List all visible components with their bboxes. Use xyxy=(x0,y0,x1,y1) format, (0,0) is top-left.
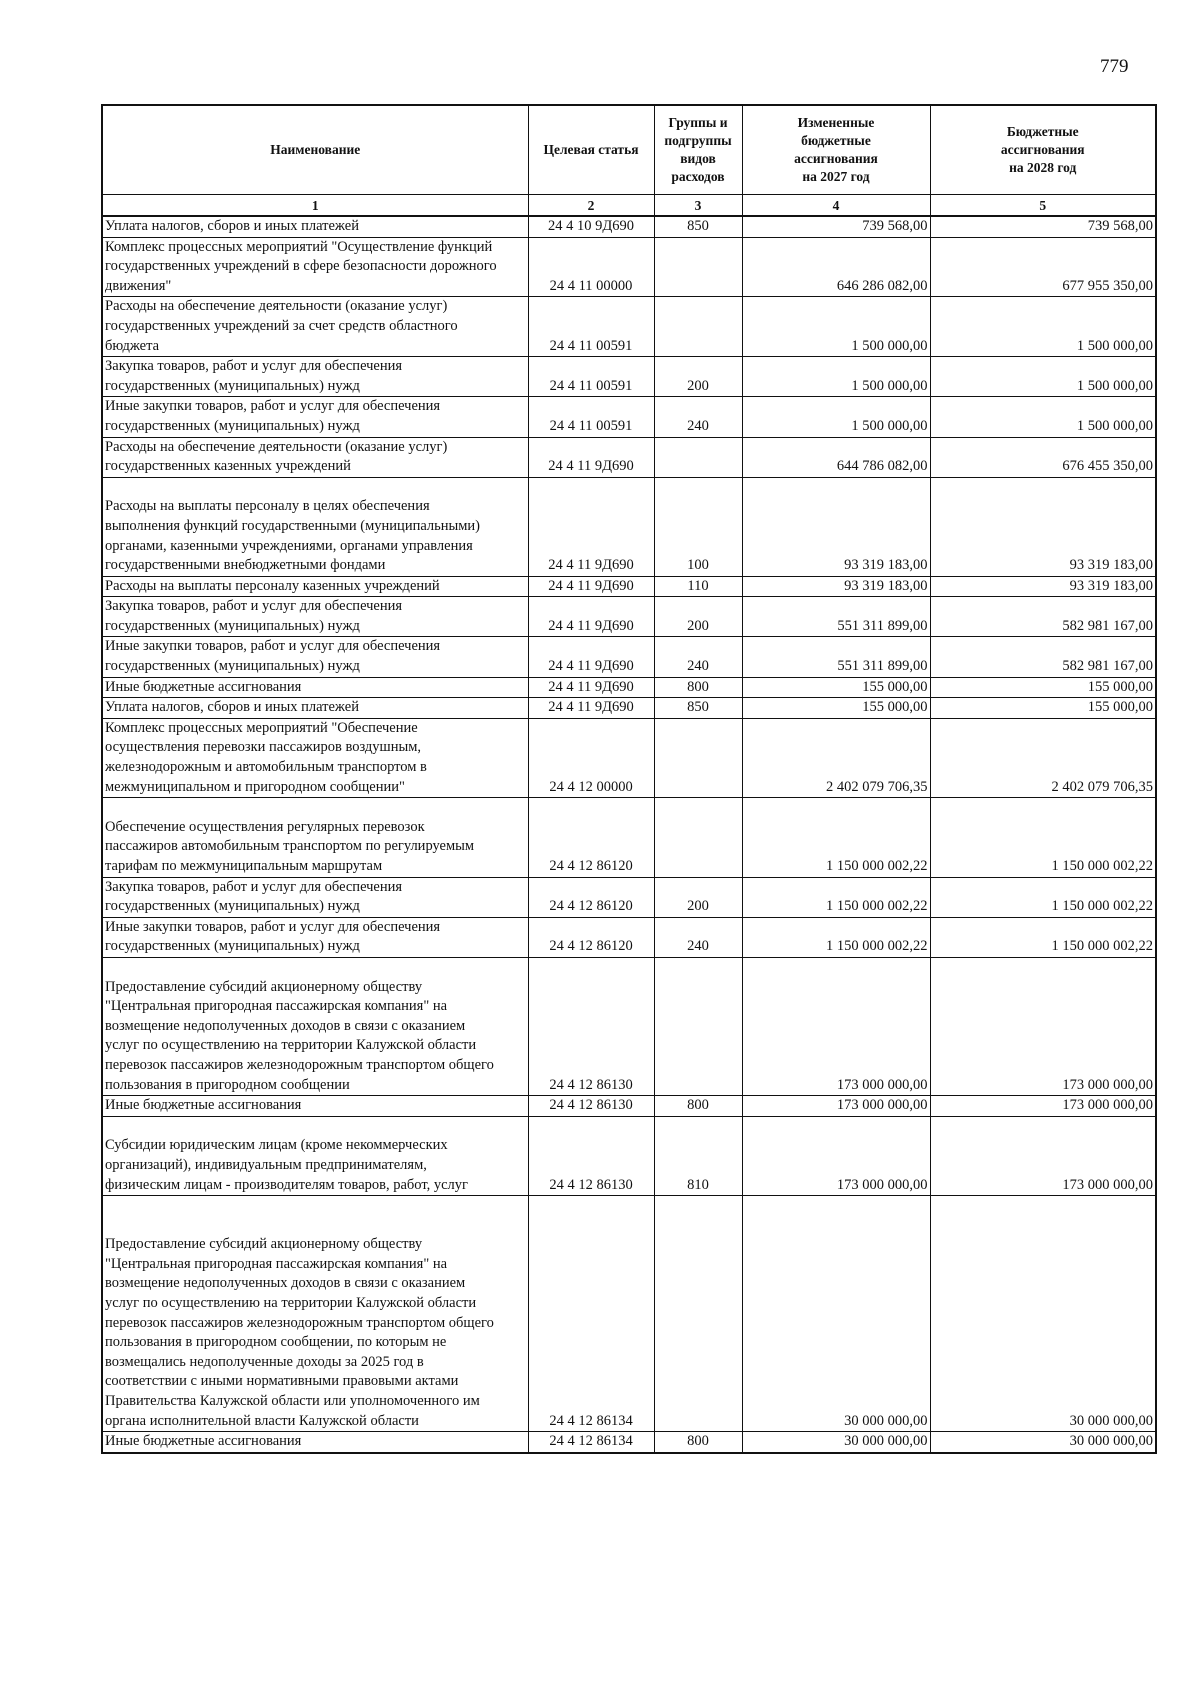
table-row xyxy=(102,1096,1156,1117)
row-amount-2027: 1 500 000,00 xyxy=(742,297,930,357)
header-allocations-2027: Измененные бюджетные ассигнования на 2027 год xyxy=(742,105,930,195)
row-name xyxy=(102,957,528,1095)
row-name xyxy=(102,437,528,477)
row-expense-group: 110 xyxy=(654,576,742,597)
row-name-line xyxy=(105,1216,526,1236)
row-amount-2028: 676 455 350,00 xyxy=(930,437,1156,477)
row-name xyxy=(102,1196,528,1432)
row-expense-group xyxy=(654,437,742,477)
row-target-article: 24 4 11 00591 xyxy=(528,397,654,437)
row-name xyxy=(102,237,528,297)
row-name xyxy=(102,877,528,917)
row-expense-group xyxy=(654,1196,742,1432)
row-amount-2028: 1 500 000,00 xyxy=(930,397,1156,437)
row-expense-group: 850 xyxy=(654,216,742,237)
table-row xyxy=(102,477,1156,576)
row-name-line: Расходы на выплаты персоналу в целях обеспечения xyxy=(105,498,430,515)
row-name-line: пользования в пригородном сообщении, по которым не xyxy=(105,1334,447,1351)
table-body xyxy=(102,216,1156,1453)
row-amount-2028: 677 955 350,00 xyxy=(930,237,1156,297)
row-amount-2028: 582 981 167,00 xyxy=(930,637,1156,677)
table-row xyxy=(102,576,1156,597)
row-amount-2028: 1 500 000,00 xyxy=(930,297,1156,357)
row-name-line: бюджета xyxy=(105,337,160,354)
row-expense-group: 850 xyxy=(654,698,742,719)
row-name-line: возмещение недополученных доходов в связи с оказанием xyxy=(105,1275,466,1292)
row-expense-group xyxy=(654,957,742,1095)
row-amount-2027: 644 786 082,00 xyxy=(742,437,930,477)
table-row xyxy=(102,437,1156,477)
row-amount-2028: 2 402 079 706,35 xyxy=(930,718,1156,797)
row-expense-group: 810 xyxy=(654,1116,742,1195)
row-target-article: 24 4 11 9Д690 xyxy=(528,597,654,637)
row-amount-2028: 155 000,00 xyxy=(930,698,1156,719)
row-amount-2027: 1 500 000,00 xyxy=(742,357,930,397)
row-amount-2028: 155 000,00 xyxy=(930,677,1156,698)
row-name-line: органами, казенными учреждениями, органами управления xyxy=(105,537,473,554)
row-amount-2027: 30 000 000,00 xyxy=(742,1196,930,1432)
row-name-line: государственных (муниципальных) нужд xyxy=(105,898,360,915)
row-name-line xyxy=(105,1196,526,1216)
row-amount-2027: 30 000 000,00 xyxy=(742,1432,930,1453)
table-row xyxy=(102,597,1156,637)
row-amount-2027: 155 000,00 xyxy=(742,677,930,698)
row-name-line: Правительства Калужской области или уполномоченного им xyxy=(105,1393,480,1410)
row-name-line: Закупка товаров, работ и услуг для обеспечения xyxy=(105,598,403,615)
row-name-line: пассажиров автомобильным транспортом по регулируемым xyxy=(105,838,475,855)
row-name-line: Предоставление субсидий акционерному обществу xyxy=(105,1236,423,1253)
table-row xyxy=(102,357,1156,397)
row-name-line: пользования в пригородном сообщении xyxy=(105,1076,350,1093)
row-target-article: 24 4 11 9Д690 xyxy=(528,477,654,576)
header-name: Наименование xyxy=(102,105,528,195)
row-name xyxy=(102,397,528,437)
column-number: 1 xyxy=(102,195,528,217)
budget-table xyxy=(101,104,1157,1454)
page-number: 779 xyxy=(1100,56,1129,77)
column-number: 5 xyxy=(930,195,1156,217)
row-expense-group: 800 xyxy=(654,1432,742,1453)
table-row xyxy=(102,917,1156,957)
row-expense-group: 100 xyxy=(654,477,742,576)
row-name xyxy=(102,597,528,637)
table-row xyxy=(102,237,1156,297)
row-name-line: тарифам по межмуниципальным маршрутам xyxy=(105,858,383,874)
row-target-article: 24 4 12 86120 xyxy=(528,798,654,877)
row-name-line: государственных (муниципальных) нужд xyxy=(105,938,360,955)
row-amount-2027: 2 402 079 706,35 xyxy=(742,718,930,797)
row-amount-2028: 93 319 183,00 xyxy=(930,576,1156,597)
row-amount-2027: 1 500 000,00 xyxy=(742,397,930,437)
row-target-article: 24 4 12 86130 xyxy=(528,957,654,1095)
row-amount-2027: 1 150 000 002,22 xyxy=(742,798,930,877)
row-target-article: 24 4 11 9Д690 xyxy=(528,698,654,719)
row-name xyxy=(102,637,528,677)
table-row xyxy=(102,718,1156,797)
row-expense-group: 200 xyxy=(654,877,742,917)
row-target-article: 24 4 12 86120 xyxy=(528,917,654,957)
row-name-line: организаций), индивидуальным предпринимателям, xyxy=(105,1156,427,1173)
header-target-article: Целевая статья xyxy=(528,105,654,195)
table-header-row xyxy=(102,105,1156,195)
row-amount-2027: 551 311 899,00 xyxy=(742,597,930,637)
column-number: 3 xyxy=(654,195,742,217)
row-target-article: 24 4 12 86130 xyxy=(528,1116,654,1195)
row-target-article: 24 4 12 86134 xyxy=(528,1432,654,1453)
row-name-line: Расходы на обеспечение деятельности (оказание услуг) xyxy=(105,298,448,315)
row-amount-2028: 1 150 000 002,22 xyxy=(930,877,1156,917)
row-amount-2027: 173 000 000,00 xyxy=(742,1096,930,1117)
row-name-line: государственных (муниципальных) нужд xyxy=(105,377,360,394)
row-amount-2027: 646 286 082,00 xyxy=(742,237,930,297)
row-name-line: физическим лицам - производителям товаров, работ, услуг xyxy=(105,1176,468,1193)
row-amount-2027: 173 000 000,00 xyxy=(742,1116,930,1195)
row-name-line: "Центральная пригородная пассажирская компания" на xyxy=(105,1255,448,1272)
row-name-line: Иные бюджетные ассигнования xyxy=(105,1433,302,1450)
row-name-line xyxy=(105,1117,526,1137)
row-expense-group: 240 xyxy=(654,637,742,677)
row-name-line: Иные закупки товаров, работ и услуг для обеспечения xyxy=(105,398,441,415)
row-amount-2028: 582 981 167,00 xyxy=(930,597,1156,637)
row-name-line: государственных учреждений за счет средств областного xyxy=(105,317,458,334)
row-name-line: Субсидии юридическим лицам (кроме некоммерческих xyxy=(105,1137,448,1154)
row-amount-2028: 30 000 000,00 xyxy=(930,1432,1156,1453)
row-name-line: Уплата налогов, сборов и иных платежей xyxy=(105,699,359,716)
row-target-article: 24 4 12 86130 xyxy=(528,1096,654,1117)
table-row xyxy=(102,297,1156,357)
header-allocations-2028: Бюджетные ассигнования на 2028 год xyxy=(930,105,1156,195)
table-row xyxy=(102,1432,1156,1453)
column-number: 4 xyxy=(742,195,930,217)
row-name-line: Иные закупки товаров, работ и услуг для обеспечения xyxy=(105,918,441,935)
row-name-line: Закупка товаров, работ и услуг для обеспечения xyxy=(105,878,403,895)
row-name-line: Обеспечение осуществления регулярных перевозок xyxy=(105,818,425,835)
row-target-article: 24 4 11 9Д690 xyxy=(528,437,654,477)
row-name-line: движения" xyxy=(105,277,172,294)
row-amount-2028: 173 000 000,00 xyxy=(930,1116,1156,1195)
row-name xyxy=(102,917,528,957)
row-expense-group: 800 xyxy=(654,677,742,698)
row-name-line: Уплата налогов, сборов и иных платежей xyxy=(105,218,359,234)
row-amount-2027: 551 311 899,00 xyxy=(742,637,930,677)
row-amount-2027: 93 319 183,00 xyxy=(742,576,930,597)
row-name-line xyxy=(105,798,526,818)
table-row xyxy=(102,1196,1156,1432)
row-name-line: Расходы на выплаты персоналу казенных учреждений xyxy=(105,577,440,594)
table-row xyxy=(102,637,1156,677)
row-name-line: государственных (муниципальных) нужд xyxy=(105,658,360,675)
row-target-article: 24 4 11 00000 xyxy=(528,237,654,297)
row-target-article: 24 4 11 9Д690 xyxy=(528,576,654,597)
row-expense-group xyxy=(654,798,742,877)
table-row xyxy=(102,677,1156,698)
row-amount-2027: 173 000 000,00 xyxy=(742,957,930,1095)
row-target-article: 24 4 12 86134 xyxy=(528,1196,654,1432)
row-name-line: межмуниципальном и пригородном сообщении" xyxy=(105,778,405,795)
row-name-line: Иные бюджетные ассигнования xyxy=(105,678,302,695)
row-expense-group: 200 xyxy=(654,357,742,397)
row-name-line: осуществления перевозки пассажиров воздушным, xyxy=(105,739,422,756)
row-name-line: соответствии с иными нормативными правовыми актами xyxy=(105,1373,459,1390)
row-name-line: органа исполнительной власти Калужской области xyxy=(105,1412,419,1429)
row-expense-group: 240 xyxy=(654,917,742,957)
row-target-article: 24 4 12 00000 xyxy=(528,718,654,797)
row-name-line: Предоставление субсидий акционерному обществу xyxy=(105,978,423,995)
row-name-line: государственных (муниципальных) нужд xyxy=(105,417,360,434)
row-name-line: Комплекс процессных мероприятий "Осуществление функций xyxy=(105,238,493,255)
row-name xyxy=(102,477,528,576)
table-row xyxy=(102,397,1156,437)
row-name xyxy=(102,698,528,719)
row-name-line: государственных казенных учреждений xyxy=(105,458,351,475)
column-number: 2 xyxy=(528,195,654,217)
row-expense-group: 200 xyxy=(654,597,742,637)
column-number-row xyxy=(102,195,1156,217)
row-expense-group: 240 xyxy=(654,397,742,437)
row-expense-group: 800 xyxy=(654,1096,742,1117)
row-name-line: перевозок пассажиров железнодорожным транспортом общего xyxy=(105,1314,494,1331)
row-name-line: Комплекс процессных мероприятий "Обеспечение xyxy=(105,719,418,736)
row-name-line: Иные закупки товаров, работ и услуг для обеспечения xyxy=(105,638,441,655)
row-name-line: Иные бюджетные ассигнования xyxy=(105,1097,302,1114)
row-name xyxy=(102,1096,528,1117)
row-name-line: государственных (муниципальных) нужд xyxy=(105,617,360,634)
row-amount-2027: 1 150 000 002,22 xyxy=(742,877,930,917)
row-name-line: выполнения функций государственными (муниципальными) xyxy=(105,517,481,534)
row-name-line: возмещение недополученных доходов в связи с оказанием xyxy=(105,1017,466,1034)
row-name-line: услуг по осуществлению на территории Калужской области xyxy=(105,1037,477,1054)
row-name xyxy=(102,677,528,698)
table-row xyxy=(102,216,1156,237)
row-amount-2027: 93 319 183,00 xyxy=(742,477,930,576)
row-target-article: 24 4 11 9Д690 xyxy=(528,677,654,698)
row-target-article: 24 4 11 00591 xyxy=(528,297,654,357)
row-expense-group xyxy=(654,718,742,797)
row-name-line: государственных учреждений в сфере безопасности дорожного xyxy=(105,258,497,275)
row-amount-2028: 739 568,00 xyxy=(930,216,1156,237)
row-target-article: 24 4 11 9Д690 xyxy=(528,637,654,677)
row-name xyxy=(102,357,528,397)
row-name xyxy=(102,718,528,797)
row-amount-2028: 173 000 000,00 xyxy=(930,1096,1156,1117)
row-name-line: "Центральная пригородная пассажирская компания" на xyxy=(105,998,448,1015)
row-amount-2028: 1 150 000 002,22 xyxy=(930,917,1156,957)
table-row xyxy=(102,1116,1156,1195)
row-target-article: 24 4 10 9Д690 xyxy=(528,216,654,237)
row-name-line: Расходы на обеспечение деятельности (оказание услуг) xyxy=(105,438,448,455)
row-amount-2028: 93 319 183,00 xyxy=(930,477,1156,576)
row-name-line: перевозок пассажиров железнодорожным транспортом общего xyxy=(105,1056,494,1073)
table-row xyxy=(102,698,1156,719)
row-amount-2027: 739 568,00 xyxy=(742,216,930,237)
row-name-line: Закупка товаров, работ и услуг для обеспечения xyxy=(105,358,403,375)
row-amount-2028: 30 000 000,00 xyxy=(930,1196,1156,1432)
table-row xyxy=(102,957,1156,1095)
row-name-line xyxy=(105,958,526,978)
row-name-line: возмещались недополученные доходы за 2025 год в xyxy=(105,1353,424,1370)
row-name xyxy=(102,216,528,237)
table-row xyxy=(102,798,1156,877)
row-amount-2028: 1 500 000,00 xyxy=(930,357,1156,397)
row-name xyxy=(102,576,528,597)
row-name xyxy=(102,798,528,877)
table-row xyxy=(102,877,1156,917)
row-name-line: государственными внебюджетными фондами xyxy=(105,557,386,574)
row-name-line: железнодорожным и автомобильным транспортом в xyxy=(105,759,427,776)
row-amount-2028: 173 000 000,00 xyxy=(930,957,1156,1095)
row-expense-group xyxy=(654,297,742,357)
row-amount-2028: 1 150 000 002,22 xyxy=(930,798,1156,877)
row-amount-2027: 1 150 000 002,22 xyxy=(742,917,930,957)
header-expense-groups: Группы и подгруппы видов расходов xyxy=(654,105,742,195)
row-name-line: услуг по осуществлению на территории Калужской области xyxy=(105,1295,477,1312)
row-name xyxy=(102,297,528,357)
row-expense-group xyxy=(654,237,742,297)
row-target-article: 24 4 12 86120 xyxy=(528,877,654,917)
row-name-line xyxy=(105,478,526,498)
row-target-article: 24 4 11 00591 xyxy=(528,357,654,397)
row-amount-2027: 155 000,00 xyxy=(742,698,930,719)
row-name xyxy=(102,1116,528,1195)
row-name xyxy=(102,1432,528,1453)
